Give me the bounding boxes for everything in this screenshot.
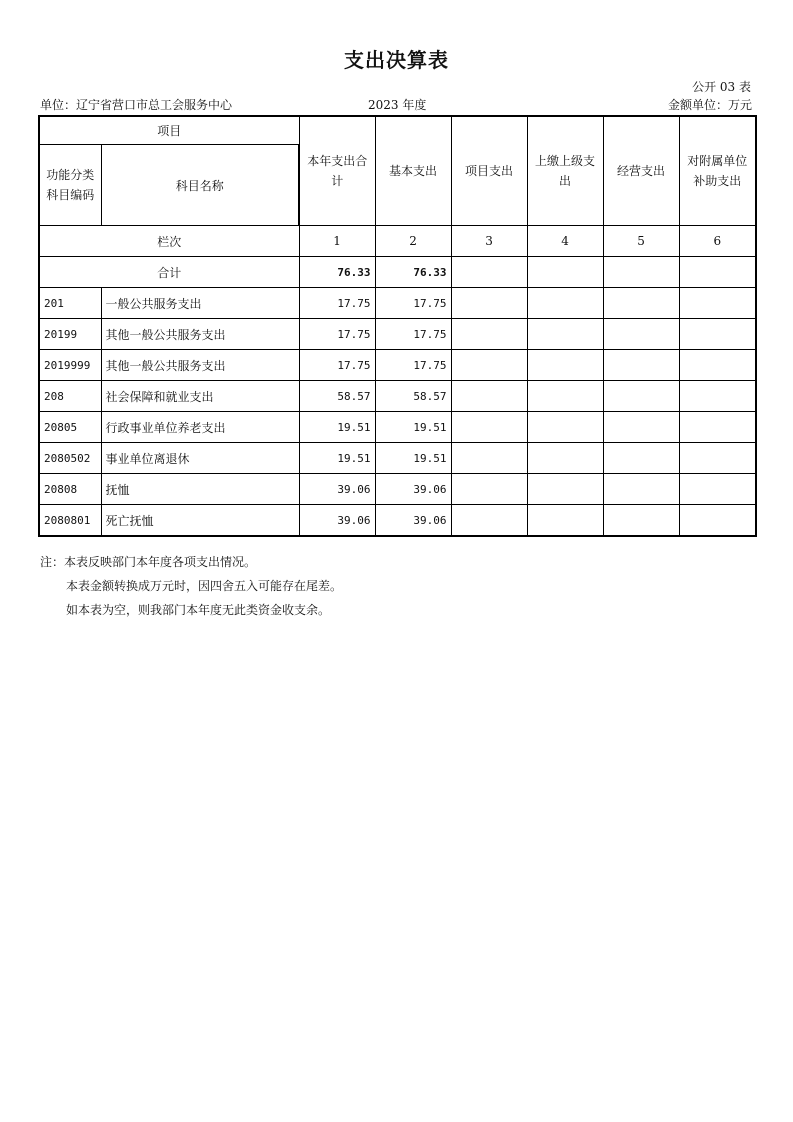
total-business <box>603 257 679 288</box>
total-subsidy <box>679 257 756 288</box>
row-total: 17.75 <box>299 319 375 350</box>
form-number: 公开 03 表 <box>692 80 751 94</box>
row-project <box>451 443 527 474</box>
total-upper <box>527 257 603 288</box>
row-total: 19.51 <box>299 443 375 474</box>
notes <box>40 550 342 622</box>
table-row <box>39 319 756 350</box>
year-label: 2023 年度 <box>368 98 427 112</box>
table-row <box>39 381 756 412</box>
row-code: 20808 <box>39 474 101 505</box>
row-subsidy <box>679 381 756 412</box>
header-business: 经营支出 <box>603 116 679 226</box>
row-upper <box>527 288 603 319</box>
row-total: 39.06 <box>299 474 375 505</box>
row-business <box>603 412 679 443</box>
note-line-3: 如本表为空，则我部门本年度无此类资金收支余。 <box>66 603 331 617</box>
row-business <box>603 443 679 474</box>
row-upper <box>527 505 603 537</box>
row-basic: 19.51 <box>375 412 451 443</box>
table-row <box>39 350 756 381</box>
meta-row <box>40 96 752 114</box>
row-code: 20199 <box>39 319 101 350</box>
row-basic: 58.57 <box>375 381 451 412</box>
row-code: 2019999 <box>39 350 101 381</box>
row-project <box>451 474 527 505</box>
total-project <box>451 257 527 288</box>
row-code: 2080502 <box>39 443 101 474</box>
row-basic: 17.75 <box>375 319 451 350</box>
table-row <box>39 474 756 505</box>
total-amount: 76.33 <box>299 257 375 288</box>
row-name: 行政事业单位养老支出 <box>101 412 299 443</box>
expenditure-table <box>38 115 757 537</box>
row-code: 20805 <box>39 412 101 443</box>
table-row <box>39 288 756 319</box>
amount-unit-label: 金额单位：万元 <box>667 98 752 112</box>
row-upper <box>527 412 603 443</box>
row-subsidy <box>679 412 756 443</box>
row-total: 19.51 <box>299 412 375 443</box>
header-project: 项目支出 <box>451 116 527 226</box>
header-subsidy: 对附属单位补助支出 <box>679 116 756 226</box>
page-title: 支出决算表 <box>344 48 449 72</box>
row-name: 抚恤 <box>101 474 299 505</box>
row-upper <box>527 443 603 474</box>
row-business <box>603 350 679 381</box>
row-total: 17.75 <box>299 288 375 319</box>
row-subsidy <box>679 443 756 474</box>
row-business <box>603 319 679 350</box>
column-number-6: 6 <box>679 226 756 257</box>
row-code: 2080801 <box>39 505 101 537</box>
row-name: 一般公共服务支出 <box>101 288 299 319</box>
row-project <box>451 350 527 381</box>
total-row <box>39 257 756 288</box>
row-project <box>451 288 527 319</box>
header-upper: 上缴上级支出 <box>527 116 603 226</box>
row-upper <box>527 319 603 350</box>
row-project <box>451 412 527 443</box>
header-subject-name: 科目名称 <box>101 145 299 226</box>
note-line-1: 注：本表反映部门本年度各项支出情况。 <box>40 555 257 569</box>
column-number-1: 1 <box>299 226 375 257</box>
column-number-3: 3 <box>451 226 527 257</box>
row-business <box>603 288 679 319</box>
row-business <box>603 381 679 412</box>
row-name: 其他一般公共服务支出 <box>101 319 299 350</box>
row-business <box>603 505 679 537</box>
row-basic: 17.75 <box>375 288 451 319</box>
row-name: 事业单位离退休 <box>101 443 299 474</box>
row-subsidy <box>679 319 756 350</box>
unit-label: 单位：辽宁省营口市总工会服务中心 <box>40 98 233 112</box>
table-row <box>39 412 756 443</box>
column-number-4: 4 <box>527 226 603 257</box>
total-label: 合计 <box>39 257 299 288</box>
row-basic: 19.51 <box>375 443 451 474</box>
row-code: 201 <box>39 288 101 319</box>
row-business <box>603 474 679 505</box>
row-upper <box>527 381 603 412</box>
note-line-2: 本表金额转换成万元时，因四舍五入可能存在尾差。 <box>66 579 343 593</box>
row-total: 17.75 <box>299 350 375 381</box>
row-subsidy <box>679 474 756 505</box>
row-name: 社会保障和就业支出 <box>101 381 299 412</box>
header-row-1 <box>39 116 756 145</box>
row-upper <box>527 350 603 381</box>
header-basic: 基本支出 <box>375 116 451 226</box>
column-number-5: 5 <box>603 226 679 257</box>
header-item: 项目 <box>39 116 299 145</box>
header-total: 本年支出合计 <box>299 116 375 226</box>
row-basic: 39.06 <box>375 505 451 537</box>
row-project <box>451 505 527 537</box>
row-project <box>451 319 527 350</box>
row-project <box>451 381 527 412</box>
column-number-2: 2 <box>375 226 451 257</box>
row-total: 39.06 <box>299 505 375 537</box>
table-row <box>39 505 756 537</box>
column-number-row <box>39 226 756 257</box>
row-total: 58.57 <box>299 381 375 412</box>
table-row <box>39 443 756 474</box>
total-basic: 76.33 <box>375 257 451 288</box>
column-number-label: 栏次 <box>39 226 299 257</box>
row-name: 其他一般公共服务支出 <box>101 350 299 381</box>
row-name: 死亡抚恤 <box>101 505 299 537</box>
row-subsidy <box>679 288 756 319</box>
row-basic: 17.75 <box>375 350 451 381</box>
row-upper <box>527 474 603 505</box>
row-code: 208 <box>39 381 101 412</box>
row-basic: 39.06 <box>375 474 451 505</box>
header-func-code: 功能分类科目编码 <box>39 145 101 226</box>
row-subsidy <box>679 505 756 537</box>
row-subsidy <box>679 350 756 381</box>
